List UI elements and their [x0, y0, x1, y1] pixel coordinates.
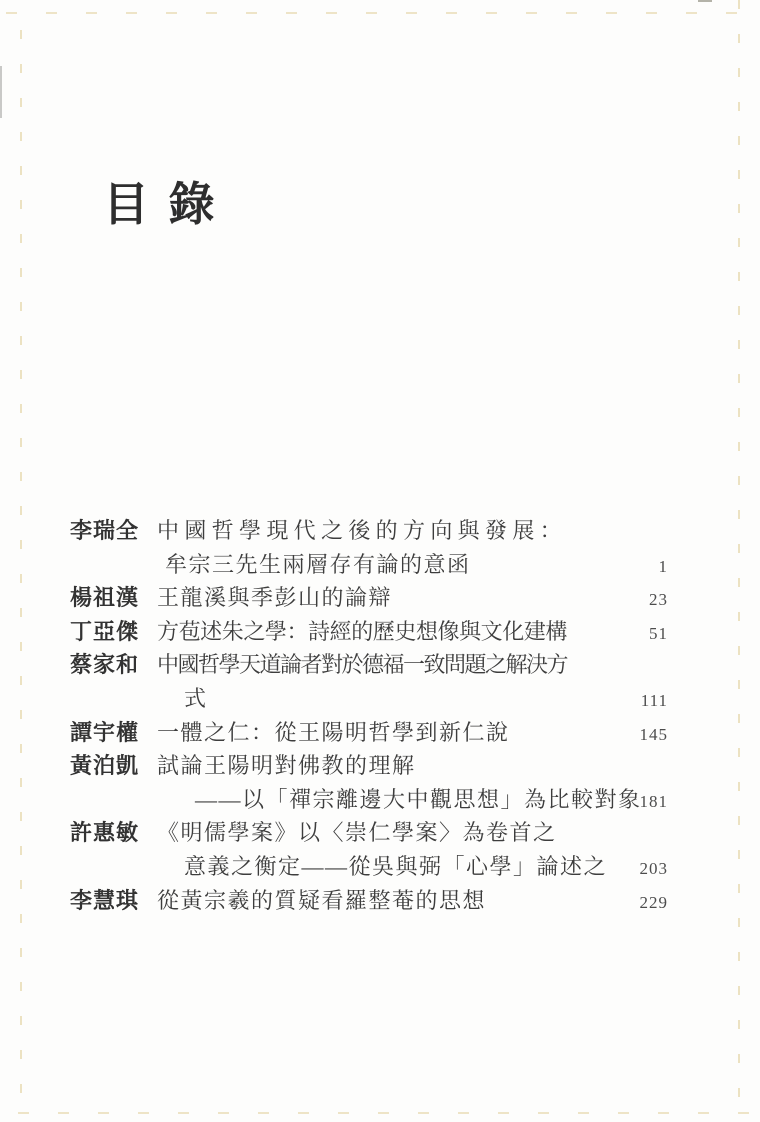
toc-author: 李瑞全: [70, 518, 140, 543]
toc-title-text: 一體之仁：從王陽明哲學到新仁說: [157, 719, 510, 745]
toc-author: 丁亞傑: [70, 618, 140, 644]
toc-author: 黃泊凱: [70, 753, 140, 779]
scan-edge-left: [20, 30, 22, 1116]
toc-page-number: 1: [658, 556, 668, 576]
toc-row: [70, 884, 668, 918]
toc-title-text: 牟宗三先生兩層存有論的意函: [165, 551, 471, 577]
scan-mark-left: [0, 66, 2, 118]
toc-list: [70, 514, 668, 917]
toc-row: [70, 850, 668, 884]
toc-page-number: 145: [639, 724, 668, 744]
toc-title-text: 試論王陽明對佛教的理解: [157, 753, 416, 779]
toc-page-number: 229: [639, 892, 668, 912]
toc-author: 許惠敏: [70, 820, 140, 846]
toc-page-number: 23: [649, 590, 668, 610]
toc-row: [70, 816, 668, 850]
toc-page-number: 203: [639, 858, 668, 878]
toc-author: 譚宇權: [70, 719, 140, 745]
toc-title-text: 中國哲學天道論者對於德福一致問題之解決方: [157, 652, 568, 678]
toc-title-text: 《明儒學案》以〈崇仁學案〉為卷首之: [157, 820, 557, 846]
toc-title-text: 式: [184, 685, 208, 711]
scan-edge-top: [6, 12, 750, 14]
toc-title-text: 意義之衡定——從吳與弼「心學」論述之: [184, 853, 608, 879]
toc-row: [70, 716, 668, 750]
toc-row: [70, 648, 668, 682]
scan-mark-top: [698, 0, 712, 2]
toc-page-number: 181: [639, 791, 668, 811]
toc-page-number: 51: [649, 623, 668, 643]
toc-row: [70, 682, 668, 716]
toc-row: [70, 749, 668, 783]
toc-row: [70, 783, 668, 817]
toc-title-text: 方苞述朱之學：詩經的歷史想像與文化建構: [157, 618, 568, 644]
toc-page-number: 111: [640, 690, 668, 710]
toc-author: 蔡家和: [70, 652, 140, 678]
page-title: 目 錄: [103, 179, 219, 230]
toc-author: 楊祖漢: [70, 585, 140, 611]
toc-author: 李慧琪: [70, 887, 140, 913]
toc-row: [70, 615, 668, 649]
scan-edge-bottom: [18, 1112, 760, 1114]
toc-title-text: ——以「禪宗離邊大中觀思想」為比較對象: [195, 786, 642, 812]
toc-row: [70, 514, 668, 548]
scan-edge-right: [738, 0, 740, 1114]
toc-title-text: 王龍溪與季彭山的論辯: [157, 585, 393, 611]
toc-title-text: 中國哲學現代之後的方向與發展：: [157, 518, 568, 543]
toc-row: [70, 548, 668, 582]
toc-title-text: 從黃宗羲的質疑看羅整菴的思想: [157, 887, 487, 913]
toc-row: [70, 581, 668, 615]
